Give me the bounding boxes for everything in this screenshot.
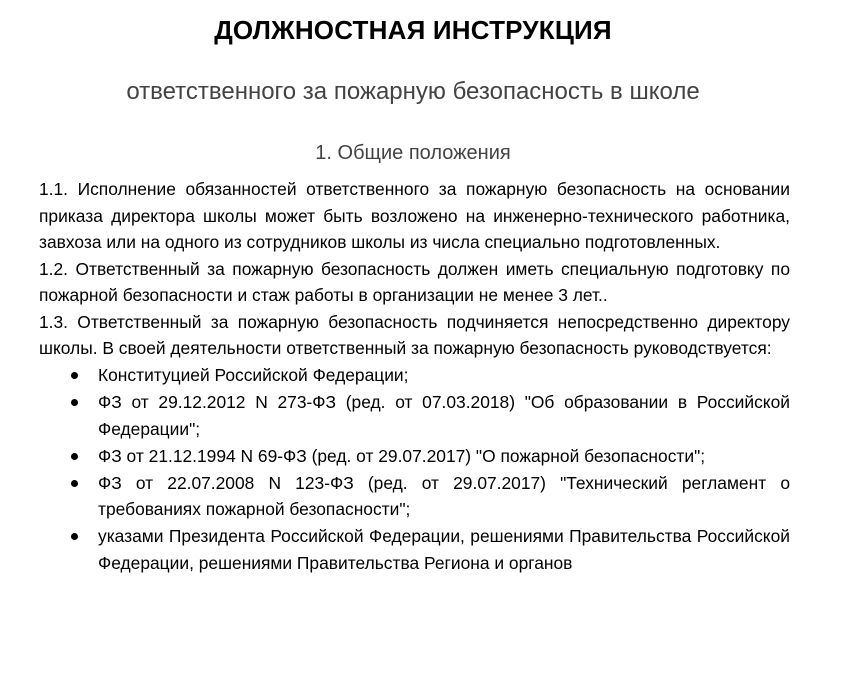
list-item <box>39 362 790 389</box>
bullet-icon <box>71 399 78 406</box>
list-item-text: ФЗ от 21.12.1994 N 69-ФЗ (ред. от 29.07.2017) "О пожарной безопасности"; <box>98 445 706 466</box>
bullet-icon <box>71 453 78 460</box>
paragraph-1-1: 1.1. Исполнение обязанностей ответственного за пожарную безопасность на основании приказа директора школы может быть возложено на инженерно-технического работника, завхоза или на одного из сотрудников школы из числа специально подготовленных. <box>39 179 790 252</box>
bullet-icon <box>71 533 78 540</box>
bullet-icon <box>71 480 78 487</box>
list-item <box>39 389 790 442</box>
paragraph-1-2: 1.2. Ответственный за пожарную безопасность должен иметь специальную подготовку по пожарной безопасности и стаж работы в организации не менее 3 лет.. <box>39 258 790 305</box>
list-item-text: ФЗ от 29.12.2012 N 273-ФЗ (ред. от 07.03.2018) "Об образовании в Российской Федерации"; <box>98 392 790 439</box>
list-item-text: ФЗ от 22.07.2008 N 123-ФЗ (ред. от 29.07.2017) "Технический регламент о требованиях пожарной безопасности"; <box>98 472 790 519</box>
legal-basis-list <box>39 362 790 576</box>
document-body <box>39 176 790 576</box>
document-title: ДОЛЖНОСТНАЯ ИНСТРУКЦИЯ <box>214 15 612 45</box>
list-item <box>39 470 790 523</box>
list-item <box>39 443 790 470</box>
document-subtitle: ответственного за пожарную безопасность в школе <box>126 78 700 105</box>
list-item-text: указами Президента Российской Федерации, решениями Правительства Российской Федерации, решениями Правительства Региона и органов <box>98 526 790 573</box>
list-item-text: Конституцией Российской Федерации; <box>98 365 409 385</box>
section-title: 1. Общие положения <box>315 142 511 164</box>
bullet-icon <box>71 372 78 379</box>
list-item <box>39 523 790 576</box>
paragraph-1-3: 1.3. Ответственный за пожарную безопасность подчиняется непосредственно директору школы. В своей деятельности ответственный за пожарную безопасность руководствуется: <box>39 311 790 358</box>
